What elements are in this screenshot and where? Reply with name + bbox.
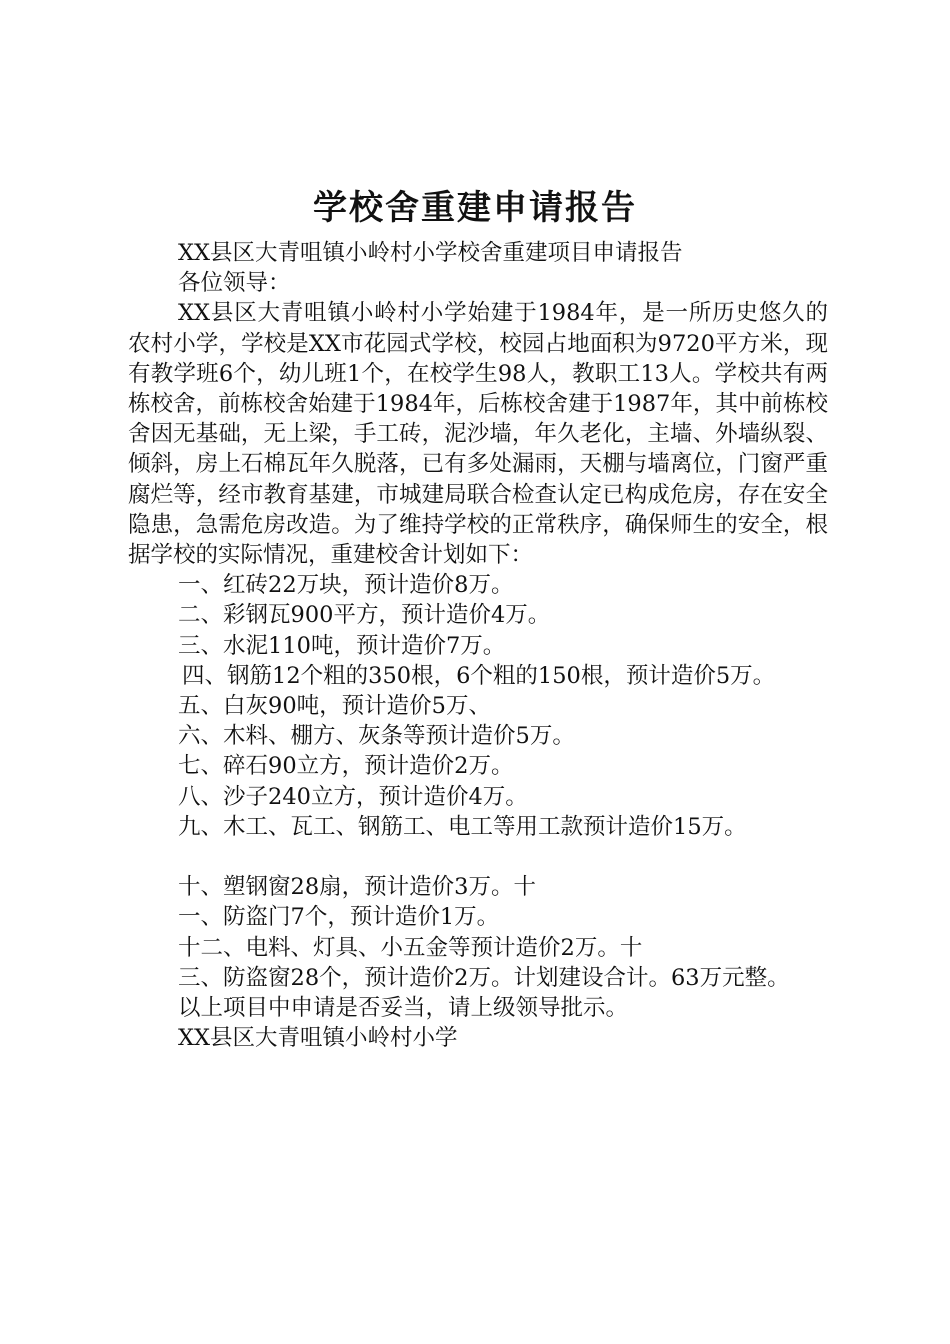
intro-paragraph: XX县区大青咀镇小岭村小学始建于1984年，是一所历史悠久的农村小学，学校是XX市花园式学校，校园占地面积为9720平方米，现有教学班6个，幼儿班1个，在校学生98人，教职工13人。学校共有两栋校舍，前栋校舍始建于1984年，后栋校舍建于1987年，其中前栋校舍因无基础，无上梁，手工砖，泥沙墙，年久老化，主墙、外墙纵裂、倾斜，房上石棉瓦年久脱落，已有多处漏雨，天棚与墙离位，门窗严重腐烂等，经市教育基建，市城建局联合检查认定已构成危房，存在安全隐患，急需危房改造。为了维持学校的正常秩序，确保师生的安全，根据学校的实际情况，重建校舍计划如下：: [128, 300, 828, 569]
plan-item-7: 七、碎石90立方，预计造价2万。: [178, 753, 514, 780]
report-subtitle: XX县区大青咀镇小岭村小学校舍重建项目申请报告: [178, 240, 683, 266]
plan-item-1: 一、红砖22万块，预计造价8万。: [178, 572, 514, 599]
plan-item-3: 三、水泥110吨，预计造价7万。: [178, 632, 506, 659]
document-title: 学校舍重建申请报告: [313, 188, 637, 228]
plan-item-4: 四、钢筋12个粗的350根，6个粗的150根，预计造价5万。: [182, 662, 776, 689]
plan-item-5: 五、白灰90吨，预计造价5万、: [178, 693, 491, 720]
closing-request: 以上项目中申请是否妥当，请上级领导批示。: [178, 995, 629, 1022]
plan-item-6: 六、木料、棚方、灰条等预计造价5万。: [178, 723, 575, 750]
plan-item-10: 十、塑钢窗28扇，预计造价3万。十: [178, 874, 536, 901]
document-body: [128, 238, 828, 1053]
signature-school: XX县区大青咀镇小岭村小学: [178, 1025, 458, 1052]
plan-item-12: 十二、电料、灯具、小五金等预计造价2万。十: [178, 934, 643, 961]
plan-item-2: 二、彩钢瓦900平方，预计造价4万。: [178, 602, 551, 629]
salutation: 各位领导：: [178, 270, 291, 297]
plan-item-9: 九、木工、瓦工、钢筋工、电工等用工款预计造价15万。: [178, 813, 747, 840]
plan-item-8: 八、沙子240立方，预计造价4万。: [178, 783, 528, 810]
plan-item-11: 一、防盗门7个，预计造价1万。: [178, 904, 500, 931]
plan-item-13-total: 三、防盗窗28个，预计造价2万。计划建设合计。63万元整。: [178, 964, 790, 991]
